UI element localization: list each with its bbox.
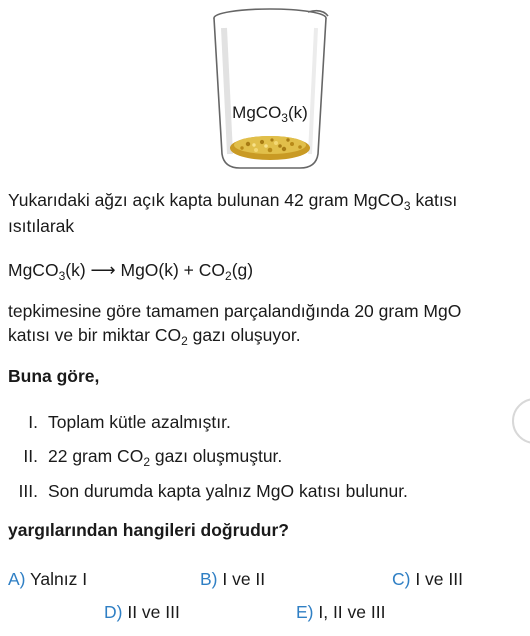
beaker-illustration: [200, 4, 340, 176]
reaction-equation: MgCO$_3$(k) ⟶ $MgO(k) + CO_2(g)$: [8, 260, 254, 283]
powder-pile: [230, 136, 310, 160]
option-e[interactable]: E) I, II ve III: [296, 602, 386, 622]
beaker-figure: [200, 4, 340, 176]
option-b[interactable]: B) I ve II: [200, 569, 266, 589]
statement-number: III.: [18, 481, 38, 501]
question-lead: Buna göre,: [8, 366, 100, 386]
edge-circle-decoration: [512, 398, 530, 444]
after-line-1: tepkimesine göre tamamen parçalandığında 20 gram MgO: [8, 301, 462, 321]
statement-number: I.: [28, 412, 38, 432]
statement-2: 22 gram $CO_2$ gazı oluşmuştur.: [48, 446, 283, 469]
reaction-arrow-icon: ⟶: [90, 260, 116, 280]
option-a[interactable]: A) Yalnız I: [8, 569, 88, 589]
option-d[interactable]: D) II ve III: [104, 602, 180, 622]
beaker-label: MgCO$_3$(k): [232, 103, 308, 125]
question-text: yargılarından hangileri doğrudur?: [8, 520, 289, 540]
statement-3: Son durumda kapta yalnız MgO katısı bulunur.: [48, 481, 408, 501]
statement-number: II.: [23, 446, 38, 466]
intro-line-1: Yukarıdaki ağzı açık kapta bulunan 42 gram MgCO$_3$ katısı: [8, 190, 458, 213]
option-c[interactable]: C) I ve III: [392, 569, 463, 589]
after-line-2: katısı ve bir miktar $CO_2$ gazı oluşuyor.: [8, 325, 301, 348]
statement-1: Toplam kütle azalmıştır.: [48, 412, 231, 432]
intro-line-2: ısıtılarak: [8, 216, 75, 236]
